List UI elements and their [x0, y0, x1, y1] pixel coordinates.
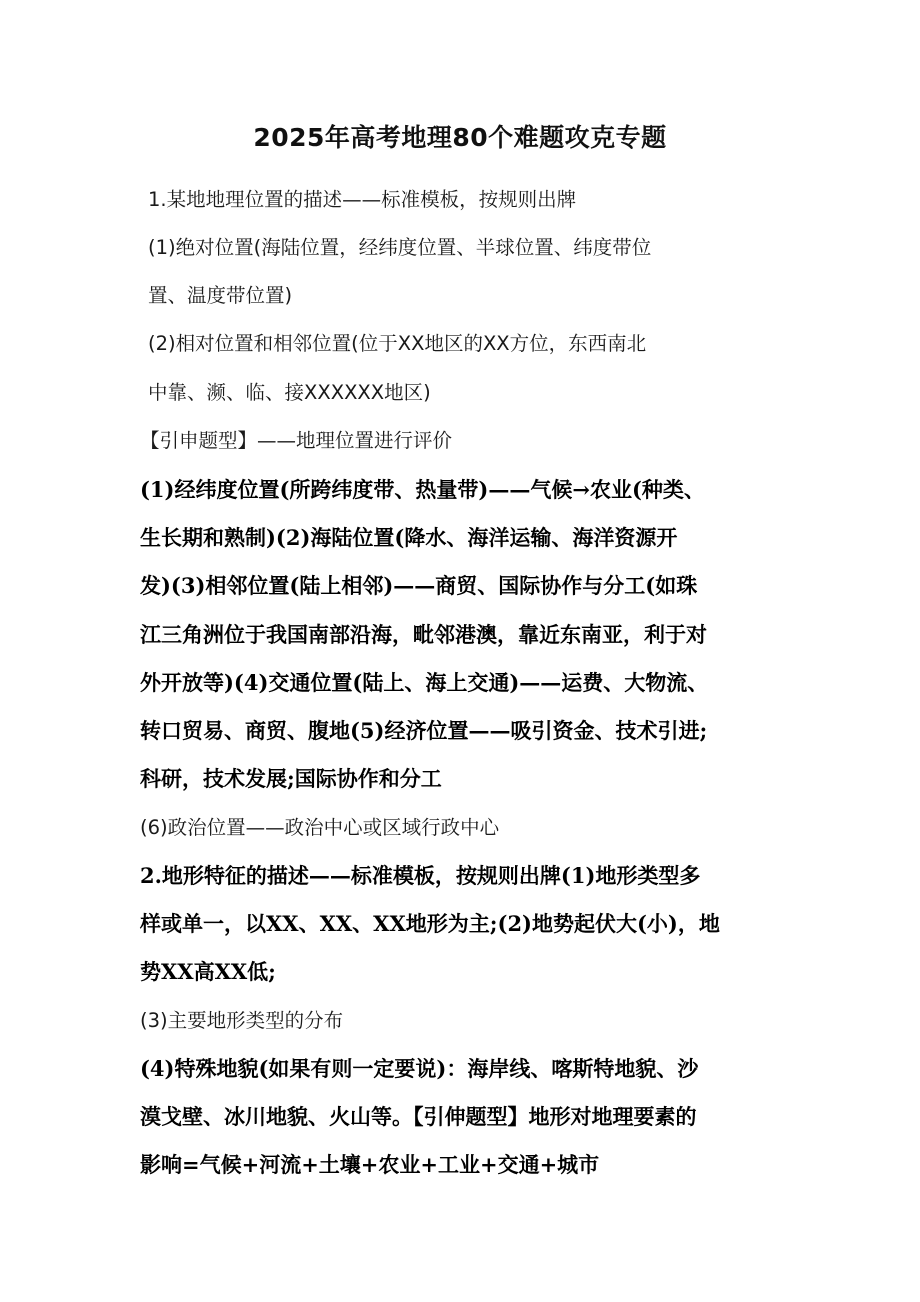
text-line-11: 外开放等)(4)交通位置(陆上、海上交通)——运费、大物流、: [140, 670, 709, 695]
text-line-17: 势XX高XX低;: [140, 959, 276, 984]
text-line-12: 转口贸易、商贸、腹地(5)经济位置——吸引资金、技术引进;: [140, 718, 708, 743]
text-line-10: 江三角洲位于我国南部沿海，毗邻港澳，靠近东南亚，利于对: [140, 622, 707, 647]
text-line-20: 漠戈壁、冰川地貌、火山等。【引伸题型】地形对地理要素的: [140, 1104, 697, 1129]
text-line-1: 1.某地地理位置的描述——标准模板，按规则出牌: [148, 188, 577, 211]
document-title: 2025年高考地理80个难题攻克专题: [253, 123, 667, 152]
text-line-7: (1)经纬度位置(所跨纬度带、热量带)——气候→农业(种类、: [140, 477, 705, 502]
text-line-15: 2.地形特征的描述——标准模板，按规则出牌(1)地形类型多: [140, 863, 701, 888]
text-line-2: (1)绝对位置(海陆位置，经纬度位置、半球位置、纬度带位: [148, 236, 652, 259]
text-line-8: 生长期和熟制)(2)海陆位置(降水、海洋运输、海洋资源开: [140, 525, 678, 550]
text-line-16: 样或单一，以XX、XX、XX地形为主;(2)地势起伏大(小)，地: [140, 911, 720, 936]
text-line-6: 【引申题型】——地理位置进行评价: [140, 429, 453, 452]
text-line-3: 置、温度带位置): [148, 284, 293, 307]
text-line-14: (6)政治位置——政治中心或区域行政中心: [140, 816, 500, 839]
text-line-9: 发)(3)相邻位置(陆上相邻)——商贸、国际协作与分工(如珠: [140, 573, 698, 598]
text-line-19: (4)特殊地貌(如果有则一定要说)：海岸线、喀斯特地貌、沙: [140, 1056, 699, 1081]
text-line-5: 中靠、濒、临、接XXXXXX地区): [148, 381, 431, 404]
text-line-18: (3)主要地形类型的分布: [140, 1009, 344, 1032]
text-line-21: 影响=气候+河流+土壤+农业+工业+交通+城市: [140, 1152, 600, 1177]
text-line-4: (2)相对位置和相邻位置(位于XX地区的XX方位，东西南北: [148, 332, 647, 355]
text-line-13: 科研，技术发展;国际协作和分工: [140, 766, 442, 791]
